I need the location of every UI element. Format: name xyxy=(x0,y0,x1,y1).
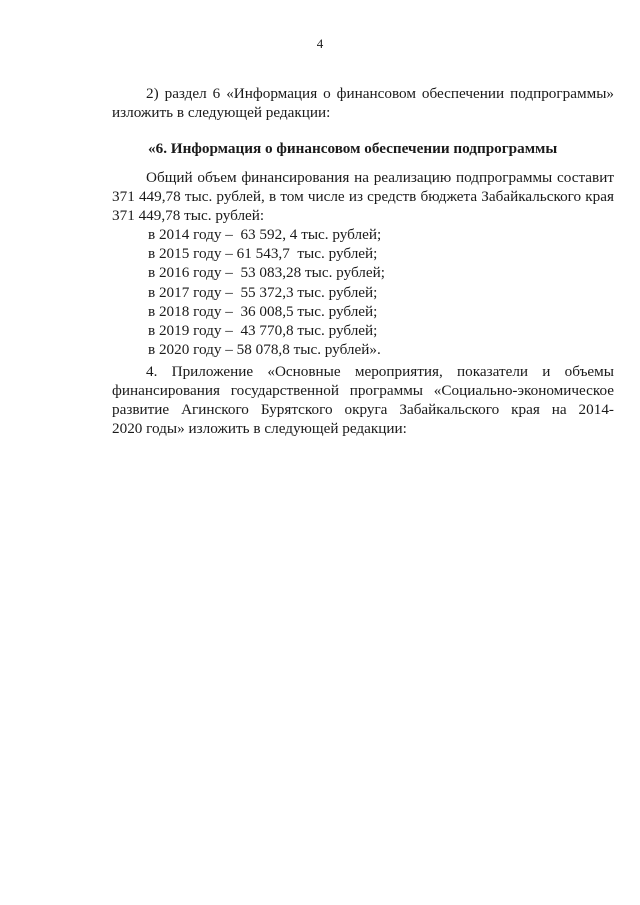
item-4-line-4: 2020 годы» изложить в следующей редакции: xyxy=(112,420,407,437)
item-4-paragraph xyxy=(112,362,614,438)
year-item: в 2015 году – 61 543,7 тыс. рублей; xyxy=(148,245,378,263)
summary-line-3: 371 449,78 тыс. рублей: xyxy=(112,207,265,224)
year-item: в 2017 году – 55 372,3 тыс. рублей; xyxy=(148,283,378,301)
item-2-paragraph xyxy=(112,84,614,122)
summary-paragraph xyxy=(112,168,614,225)
item-2-line-2: изложить в следующей редакции: xyxy=(112,104,331,121)
year-item: в 2020 году – 58 078,8 тыс. рублей». xyxy=(148,341,381,359)
summary-line-2: 371 449,78 тыс. рублей, в том числе из средств бюджета Забайкальского края xyxy=(112,188,614,205)
item-4-line-2: финансирования государственной программы «Социально-экономическое xyxy=(112,382,614,399)
year-item: в 2019 году – 43 770,8 тыс. рублей; xyxy=(148,322,378,340)
item-4-line-1: 4. Приложение «Основные мероприятия, показатели и объемы xyxy=(146,363,614,380)
year-item: в 2014 году – 63 592, 4 тыс. рублей; xyxy=(148,226,382,243)
section-heading: «6. Информация о финансовом обеспечении подпрограммы xyxy=(148,140,558,157)
yearly-funding-list xyxy=(148,225,385,359)
item-4-line-3: развитие Агинского Бурятского округа Забайкальского края на 2014- xyxy=(112,401,614,418)
item-2-line-1: 2) раздел 6 «Информация о финансовом обеспечении подпрограммы» xyxy=(146,85,614,102)
page-number: 4 xyxy=(316,36,324,51)
year-item: в 2018 году – 36 008,5 тыс. рублей; xyxy=(148,302,378,320)
summary-line-1: Общий объем финансирования на реализацию подпрограммы составит xyxy=(146,169,614,186)
year-item: в 2016 году – 53 083,28 тыс. рублей; xyxy=(148,264,385,282)
